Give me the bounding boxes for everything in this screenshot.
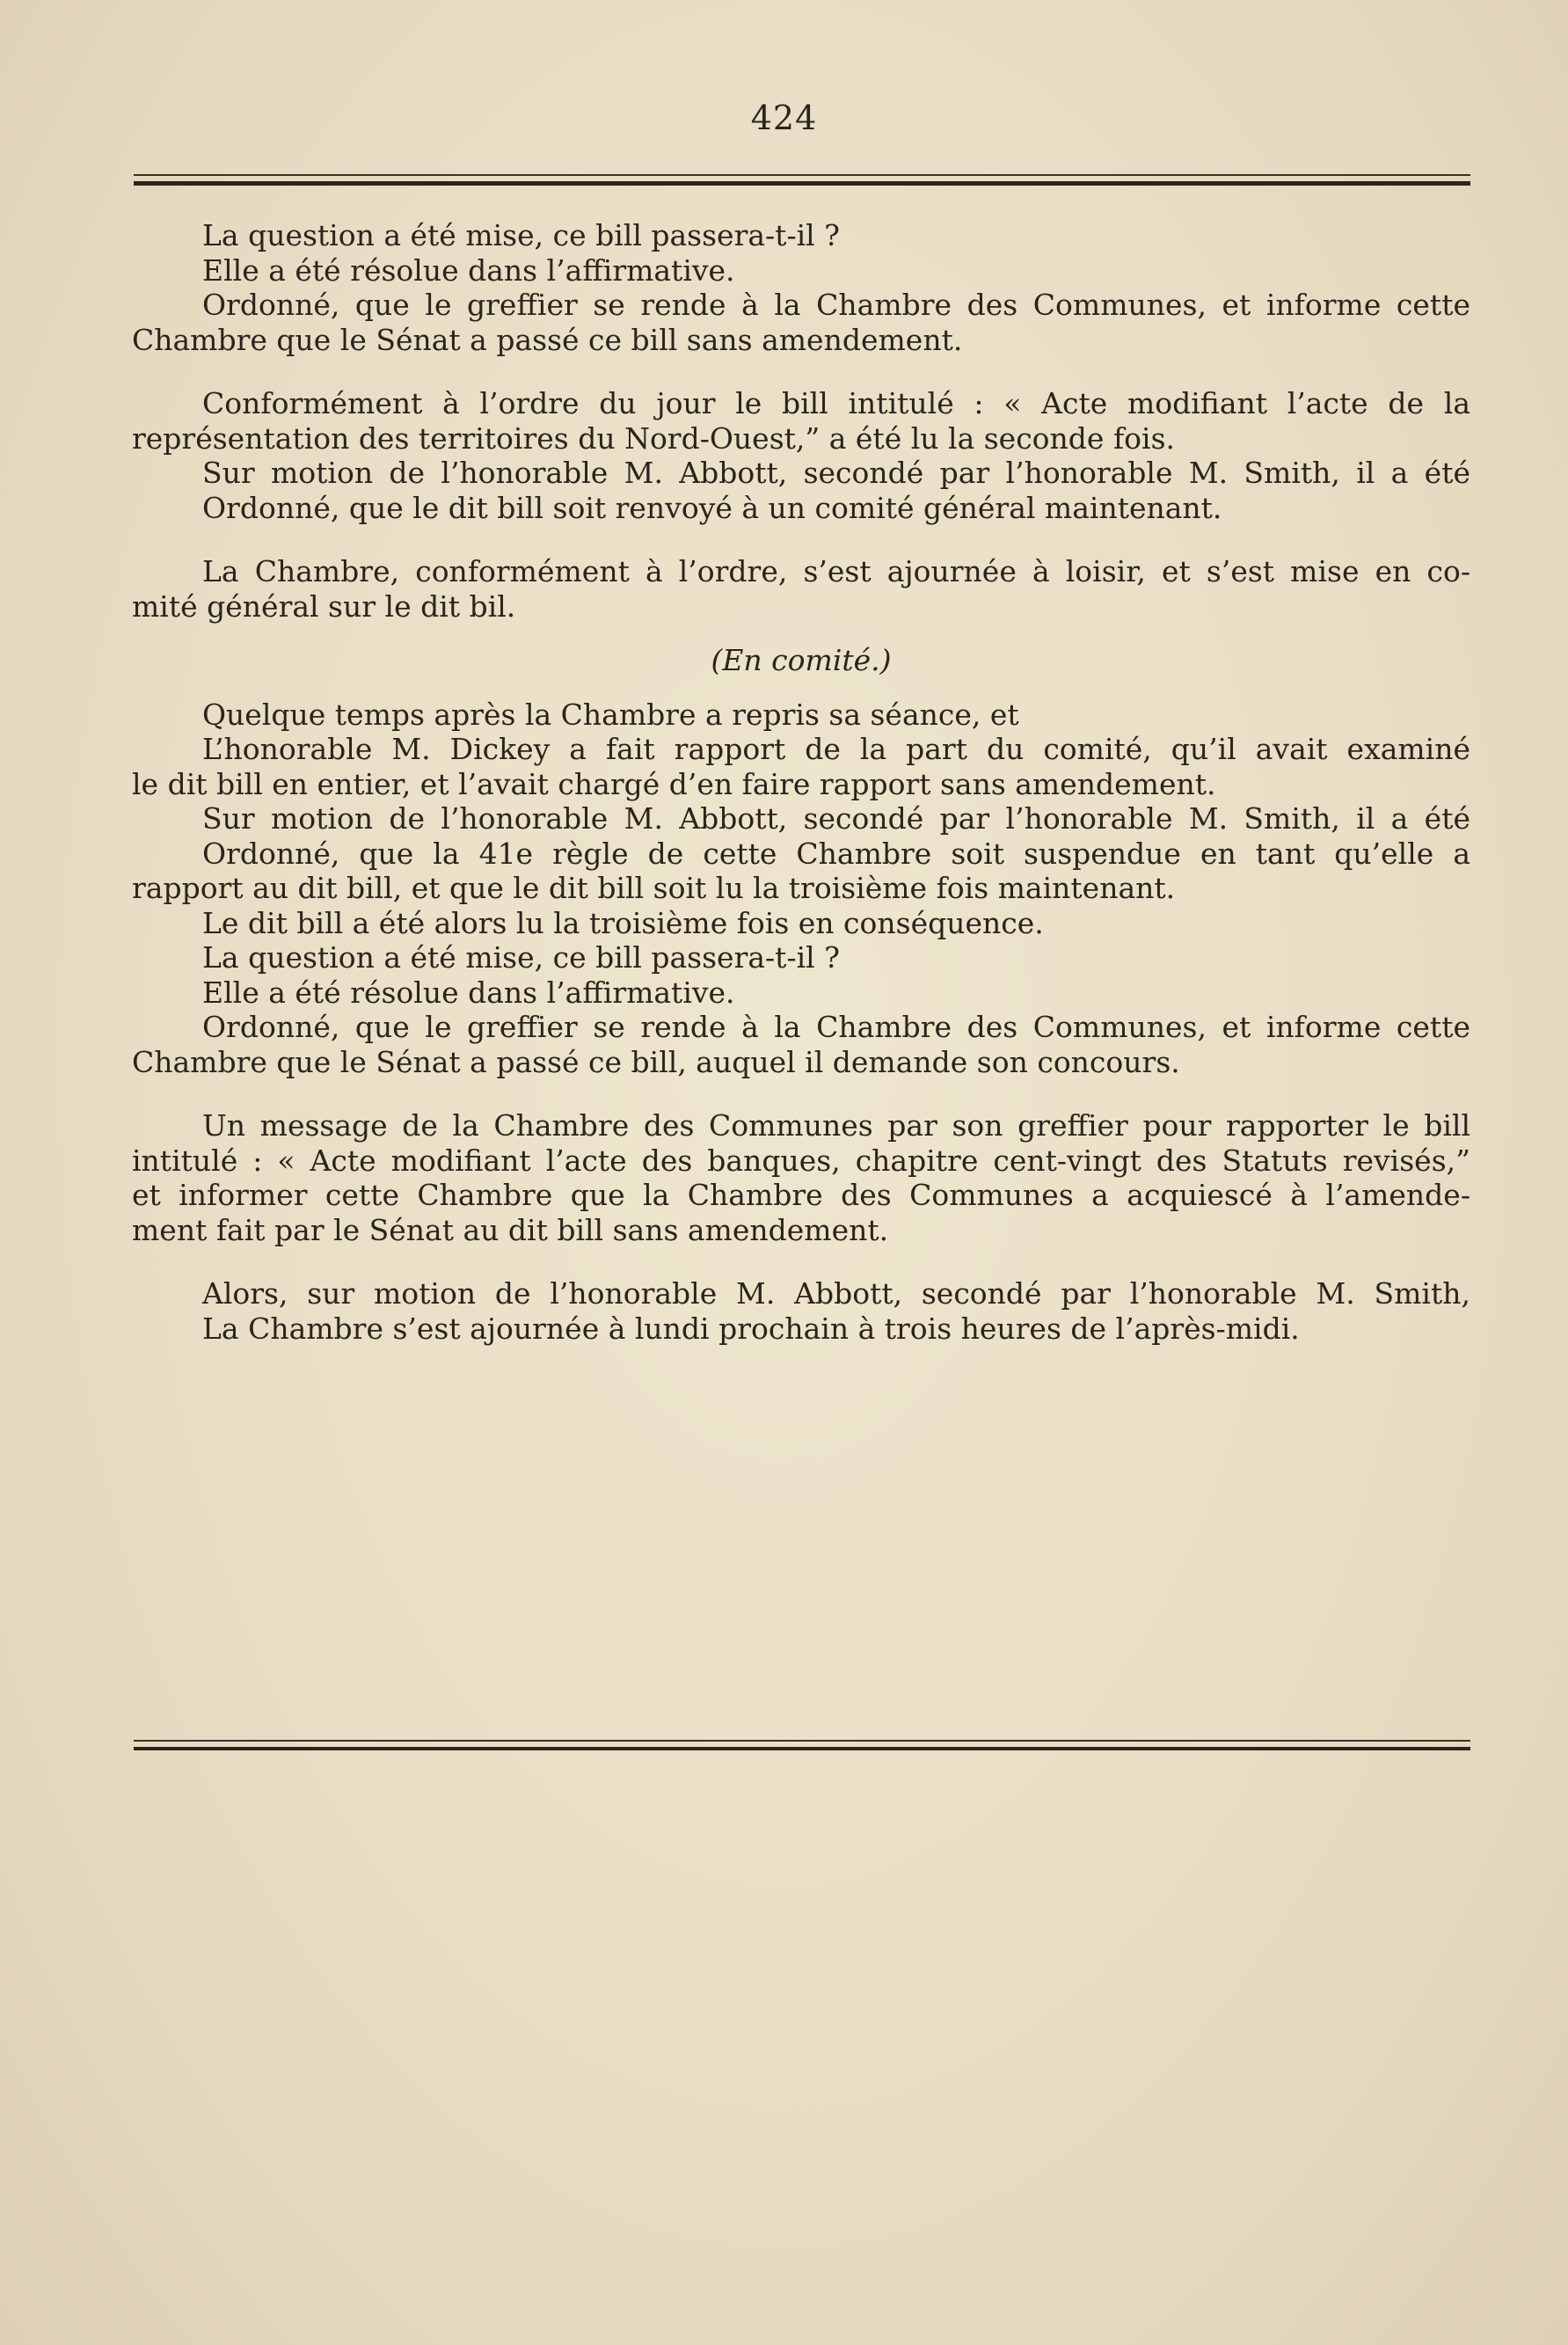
text-line: Elle a été résolue dans l’affirmative. xyxy=(202,252,735,288)
text-line: Alors, sur motion de l’honorable M. Abbott, secondé par l’honorable M. Smith, xyxy=(202,1276,1470,1311)
paragraph-block xyxy=(132,698,1470,1080)
page-number: 424 xyxy=(750,99,818,137)
text-line: Chambre que le Sénat a passé ce bill sans amendement. xyxy=(132,322,963,357)
paragraph-block xyxy=(132,218,1470,357)
text-line: La Chambre s’est ajournée à lundi prochain à trois heures de l’après-midi. xyxy=(202,1311,1300,1346)
paragraph-block xyxy=(132,1276,1470,1346)
text-line: L’honorable M. Dickey a fait rapport de la part du comité, qu’il avait examiné xyxy=(202,732,1470,766)
paragraph-block xyxy=(132,643,1470,678)
header-rule xyxy=(134,174,1470,186)
text-line: rapport au dit bill, et que le dit bill soit lu la troisième fois maintenant. xyxy=(132,871,1176,905)
paragraph-block xyxy=(132,554,1470,624)
text-line: La question a été mise, ce bill passera-t-il ? xyxy=(202,940,840,975)
text-line: Ordonné, que le greffier se rende à la Chambre des Communes, et informe cette xyxy=(202,1010,1470,1044)
document-body xyxy=(132,218,1470,1375)
text-line: mité général sur le dit bil. xyxy=(132,588,516,624)
text-line: Le dit bill a été alors lu la troisième fois en conséquence. xyxy=(202,905,1044,940)
text-line: intitulé : « Acte modifiant l’acte des banques, chapitre cent-vingt des Statuts revisés,” xyxy=(132,1143,1470,1178)
text-line: (En comité.) xyxy=(711,643,892,677)
text-line: Quelque temps après la Chambre a repris sa séance, et xyxy=(202,697,1019,732)
text-line: le dit bill en entier, et l’avait chargé d’en faire rapport sans amendement. xyxy=(132,766,1216,801)
text-line: La question a été mise, ce bill passera-t-il ? xyxy=(202,218,840,252)
text-line: représentation des territoires du Nord-Ouest,” a été lu la seconde fois. xyxy=(132,420,1176,456)
text-line: et informer cette Chambre que la Chambre des Communes a acquiescé à l’amende- xyxy=(132,1178,1470,1212)
text-line: Ordonné, que le greffier se rende à la Chambre des Communes, et informe cette xyxy=(202,288,1470,322)
text-line: La Chambre, conformément à l’ordre, s’est ajournée à loisir, et s’est mise en co- xyxy=(202,554,1470,588)
text-line: Sur motion de l’honorable M. Abbott, secondé par l’honorable M. Smith, il a été xyxy=(202,456,1470,490)
footer-rule xyxy=(134,1740,1470,1750)
text-line: Sur motion de l’honorable M. Abbott, secondé par l’honorable M. Smith, il a été xyxy=(202,801,1470,836)
text-line: Un message de la Chambre des Communes par son greffier pour rapporter le bill xyxy=(202,1108,1470,1143)
paragraph-block xyxy=(132,1108,1470,1247)
text-line: ment fait par le Sénat au dit bill sans amendement. xyxy=(132,1212,889,1247)
text-line: Elle a été résolue dans l’affirmative. xyxy=(202,975,735,1010)
text-line: Ordonné, que la 41e règle de cette Chambre soit suspendue en tant qu’elle a xyxy=(202,836,1470,871)
text-line: Ordonné, que le dit bill soit renvoyé à un comité général maintenant. xyxy=(202,490,1222,525)
text-line: Chambre que le Sénat a passé ce bill, auquel il demande son concours. xyxy=(132,1044,1180,1079)
text-line: Conformément à l’ordre du jour le bill intitulé : « Acte modifiant l’acte de la xyxy=(202,386,1470,420)
paragraph-block xyxy=(132,386,1470,525)
